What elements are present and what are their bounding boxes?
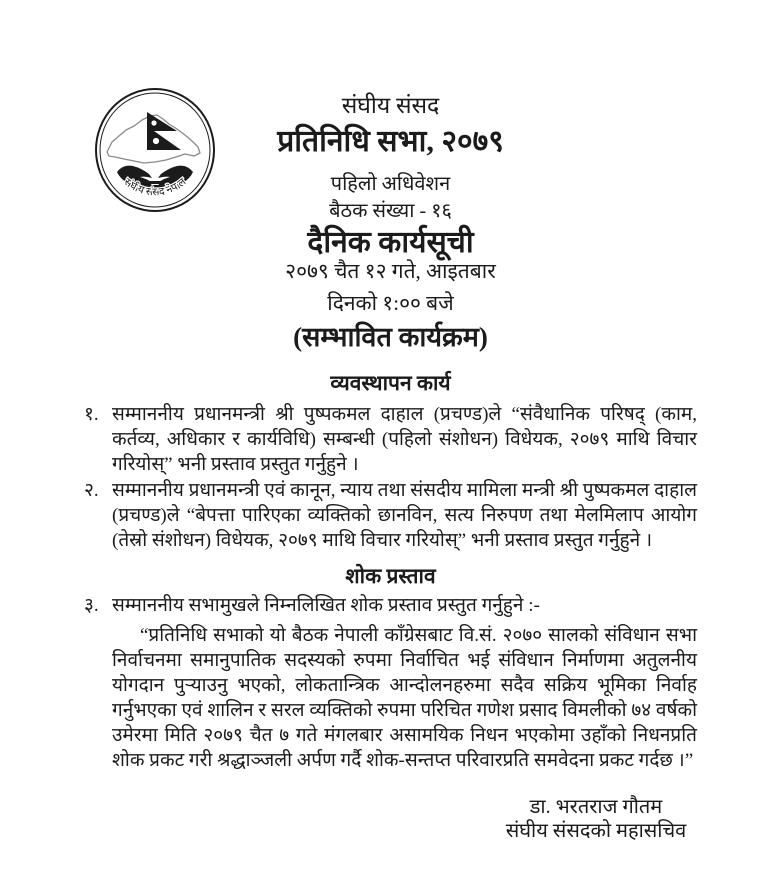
agenda-item-1-number: १.	[84, 404, 99, 425]
seal-arc-text: संघीय संसद नेपाल	[121, 176, 189, 199]
agenda-item-2-number: २.	[84, 480, 99, 501]
session-line: पहिलो अधिवेशन	[330, 173, 451, 195]
agenda-item-2	[84, 478, 697, 553]
section-heading-legislative: व्यवस्थापन कार्य	[330, 371, 451, 395]
agenda-item-1	[84, 402, 697, 477]
signature-block	[470, 795, 722, 843]
agenda-item-3	[84, 593, 697, 618]
house-title: प्रतिनिधि सभा, २०७९	[277, 125, 504, 158]
document-title: दैनिक कार्यसूची	[307, 226, 474, 259]
programme-heading: (सम्भावित कार्यक्रम)	[293, 322, 488, 352]
agenda-item-1-text: सम्माननीय प्रधानमन्त्री श्री पुष्पकमल दाहाल (प्रचण्ड)ले “संवैधानिक परिषद् (काम, कर्तव्य, अधिकार र कार्यविधि) सम्बन्धी (पहिलो संशोधन) विधेयक, २०७९ माथि विचार गरियोस्” भनी प्रस्ताव प्रस्तुत गर्नुहुने ।	[112, 404, 697, 475]
agenda-item-3-text: सम्माननीय सभामुखले निम्नलिखित शोक प्रस्ताव प्रस्तुत गर्नुहुने :-	[112, 595, 540, 616]
time-line: दिनको १:०० बजे	[327, 291, 454, 315]
meeting-number-line: बैठक संख्या - १६	[329, 200, 452, 222]
section-heading-condolence: शोक प्रस्ताव	[345, 564, 436, 588]
signatory-name: डा. भरतराज गौतम	[529, 796, 663, 818]
org-name: संघीय संसद	[341, 93, 440, 118]
agenda-item-2-text: सम्माननीय प्रधानमन्त्री एवं कानून, न्याय तथा संसदीय मामिला मन्त्री श्री पुष्पकमल दाहाल (प्रचण्ड)ले “बेपत्ता पारिएका व्यक्तिको छानविन, सत्य निरुपण तथा मेलमिलाप आयोग (तेस्रो संशोधन) विधेयक, २०७९ माथि विचार गरियोस्” भनी प्रस्ताव प्रस्तुत गर्नुहुने ।	[112, 480, 697, 551]
agenda-item-3-number: ३.	[84, 595, 99, 616]
condolence-motion-text: “प्रतिनिधि सभाको यो बैठक नेपाली काँग्रेसबाट वि.सं. २०७० सालको संविधान सभा निर्वाचनमा समानुपातिक सदस्यको रुपमा निर्वाचित भई संविधान निर्माणमा अतुलनीय योगदान पुऱ्याउनु भएको, लोकतान्त्रिक आन्दोलनहरुमा सदैव सक्रिय भूमिका निर्वाह गर्नुभएका एवं शालिन र सरल व्यक्तिको रुपमा परिचित गणेश प्रसाद विमलीको ७४ वर्षको उमेरमा मिति २०७९ चैत ७ गते मंगलबार असामयिक निधन भएकोमा उहाँको निधनप्रति शोक प्रकट गरी श्रद्धाञ्जली अर्पण गर्दै शोक-सन्तप्त परिवारप्रति समवेदना प्रकट गर्दछ ।”	[112, 625, 697, 771]
signatory-title: संघीय संसदको महासचिव	[505, 820, 687, 842]
date-line: २०७९ चैत १२ गते, आइतबार	[285, 259, 496, 283]
